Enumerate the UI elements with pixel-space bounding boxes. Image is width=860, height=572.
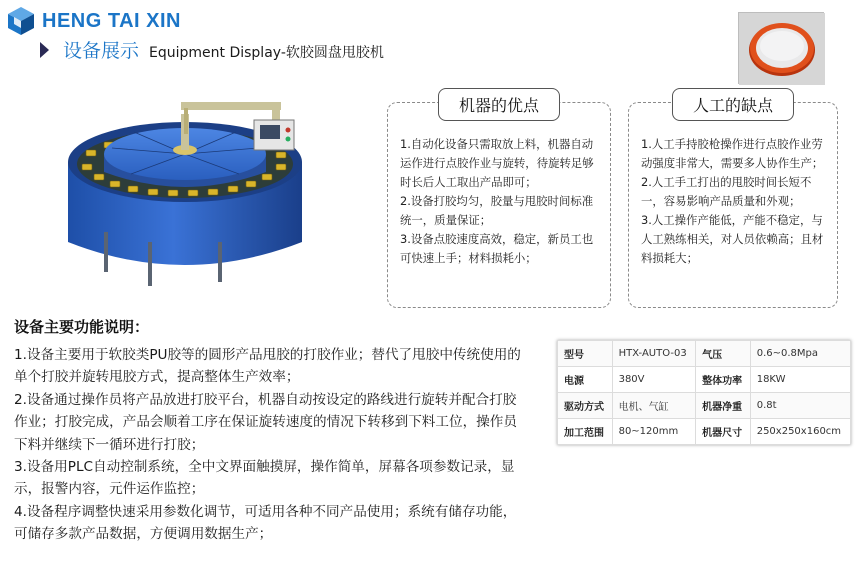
spec-key: 电源 bbox=[558, 367, 613, 393]
advantage-item: 2.设备打胶均匀，胶量与甩胶时间标准统一，质量保证； bbox=[400, 194, 594, 227]
disadvantages-list bbox=[641, 135, 829, 268]
disadvantages-panel bbox=[628, 96, 838, 308]
machine-illustration bbox=[64, 92, 354, 290]
spec-key: 整体功率 bbox=[696, 367, 751, 393]
title-english: Equipment Display-软胶圆盘甩胶机 bbox=[149, 45, 384, 61]
spec-value: HTX-AUTO-03 bbox=[612, 341, 696, 367]
brand-name: HENG TAI XIN bbox=[42, 9, 181, 32]
spec-key: 机器净重 bbox=[696, 393, 751, 419]
title-chinese: 设备展示 bbox=[63, 40, 140, 62]
title-arrow-icon bbox=[40, 42, 49, 58]
logo-cube-icon bbox=[6, 6, 36, 36]
function-item: 4.设备程序调整快速采用参数化调节，可适用各种不同产品使用；系统有储存功能，可储存多款产品数据，方便调用数据生产； bbox=[14, 503, 517, 543]
spec-value: 380V bbox=[612, 367, 696, 393]
spec-value: 80~120mm bbox=[612, 419, 696, 445]
table-row bbox=[558, 341, 851, 367]
advantages-header: 机器的优点 bbox=[438, 88, 560, 121]
spec-value: 0.6~0.8Mpa bbox=[750, 341, 850, 367]
spec-value: 18KW bbox=[750, 367, 850, 393]
spec-table bbox=[557, 340, 851, 445]
spec-key: 机器尺寸 bbox=[696, 419, 751, 445]
function-item: 2.设备通过操作员将产品放进打胶平台，机器自动按设定的路线进行旋转并配合打胶作业；打胶完成，产品会顺着工序在保证旋转速度的情况下转移到下料工位，操作员下料并继续下一循环进行打胶； bbox=[14, 391, 517, 453]
spec-key: 驱动方式 bbox=[558, 393, 613, 419]
advantages-list bbox=[400, 135, 602, 268]
spec-value: 250x250x160cm bbox=[750, 419, 850, 445]
spec-value: 0.8t bbox=[750, 393, 850, 419]
spec-value: 电机、气缸 bbox=[612, 393, 696, 419]
product-photo bbox=[738, 12, 824, 84]
spec-key: 型号 bbox=[558, 341, 613, 367]
advantage-item: 3.设备点胶速度高效，稳定，新员工也可快速上手；材料损耗小； bbox=[400, 232, 594, 265]
advantage-item: 1.自动化设备只需取放上料，机器自动运作进行点胶作业与旋转，待旋转足够时长后人工取出产品即可； bbox=[400, 137, 594, 189]
disadvantage-item: 1.人工手持胶枪操作进行点胶作业劳动强度非常大，需要多人协作生产； bbox=[641, 137, 824, 170]
page-title bbox=[40, 36, 384, 63]
advantages-panel bbox=[387, 96, 611, 308]
table-row bbox=[558, 367, 851, 393]
table-row bbox=[558, 393, 851, 419]
table-row bbox=[558, 419, 851, 445]
disadvantages-header: 人工的缺点 bbox=[672, 88, 794, 121]
functions-title: 设备主要功能说明： bbox=[14, 318, 150, 336]
spec-key: 气压 bbox=[696, 341, 751, 367]
functions-list bbox=[14, 344, 522, 546]
disadvantage-item: 2.人工手工打出的甩胶时间长短不一，容易影响产品质量和外观； bbox=[641, 175, 812, 208]
spec-key: 加工范围 bbox=[558, 419, 613, 445]
brand-logo bbox=[6, 6, 181, 36]
disadvantage-item: 3.人工操作产能低，产能不稳定，与人工熟练相关，对人员依赖高；且材料损耗大； bbox=[641, 213, 824, 265]
function-item: 3.设备用PLC自动控制系统，全中文界面触摸屏，操作简单，屏幕各项参数记录，显示，报警内容，元件运作监控； bbox=[14, 459, 515, 498]
function-item: 1.设备主要用于软胶类PU胶等的圆形产品甩胶的打胶作业；替代了甩胶中传统使用的单个打胶并旋转甩胶方式，提高整体生产效率； bbox=[14, 347, 521, 386]
